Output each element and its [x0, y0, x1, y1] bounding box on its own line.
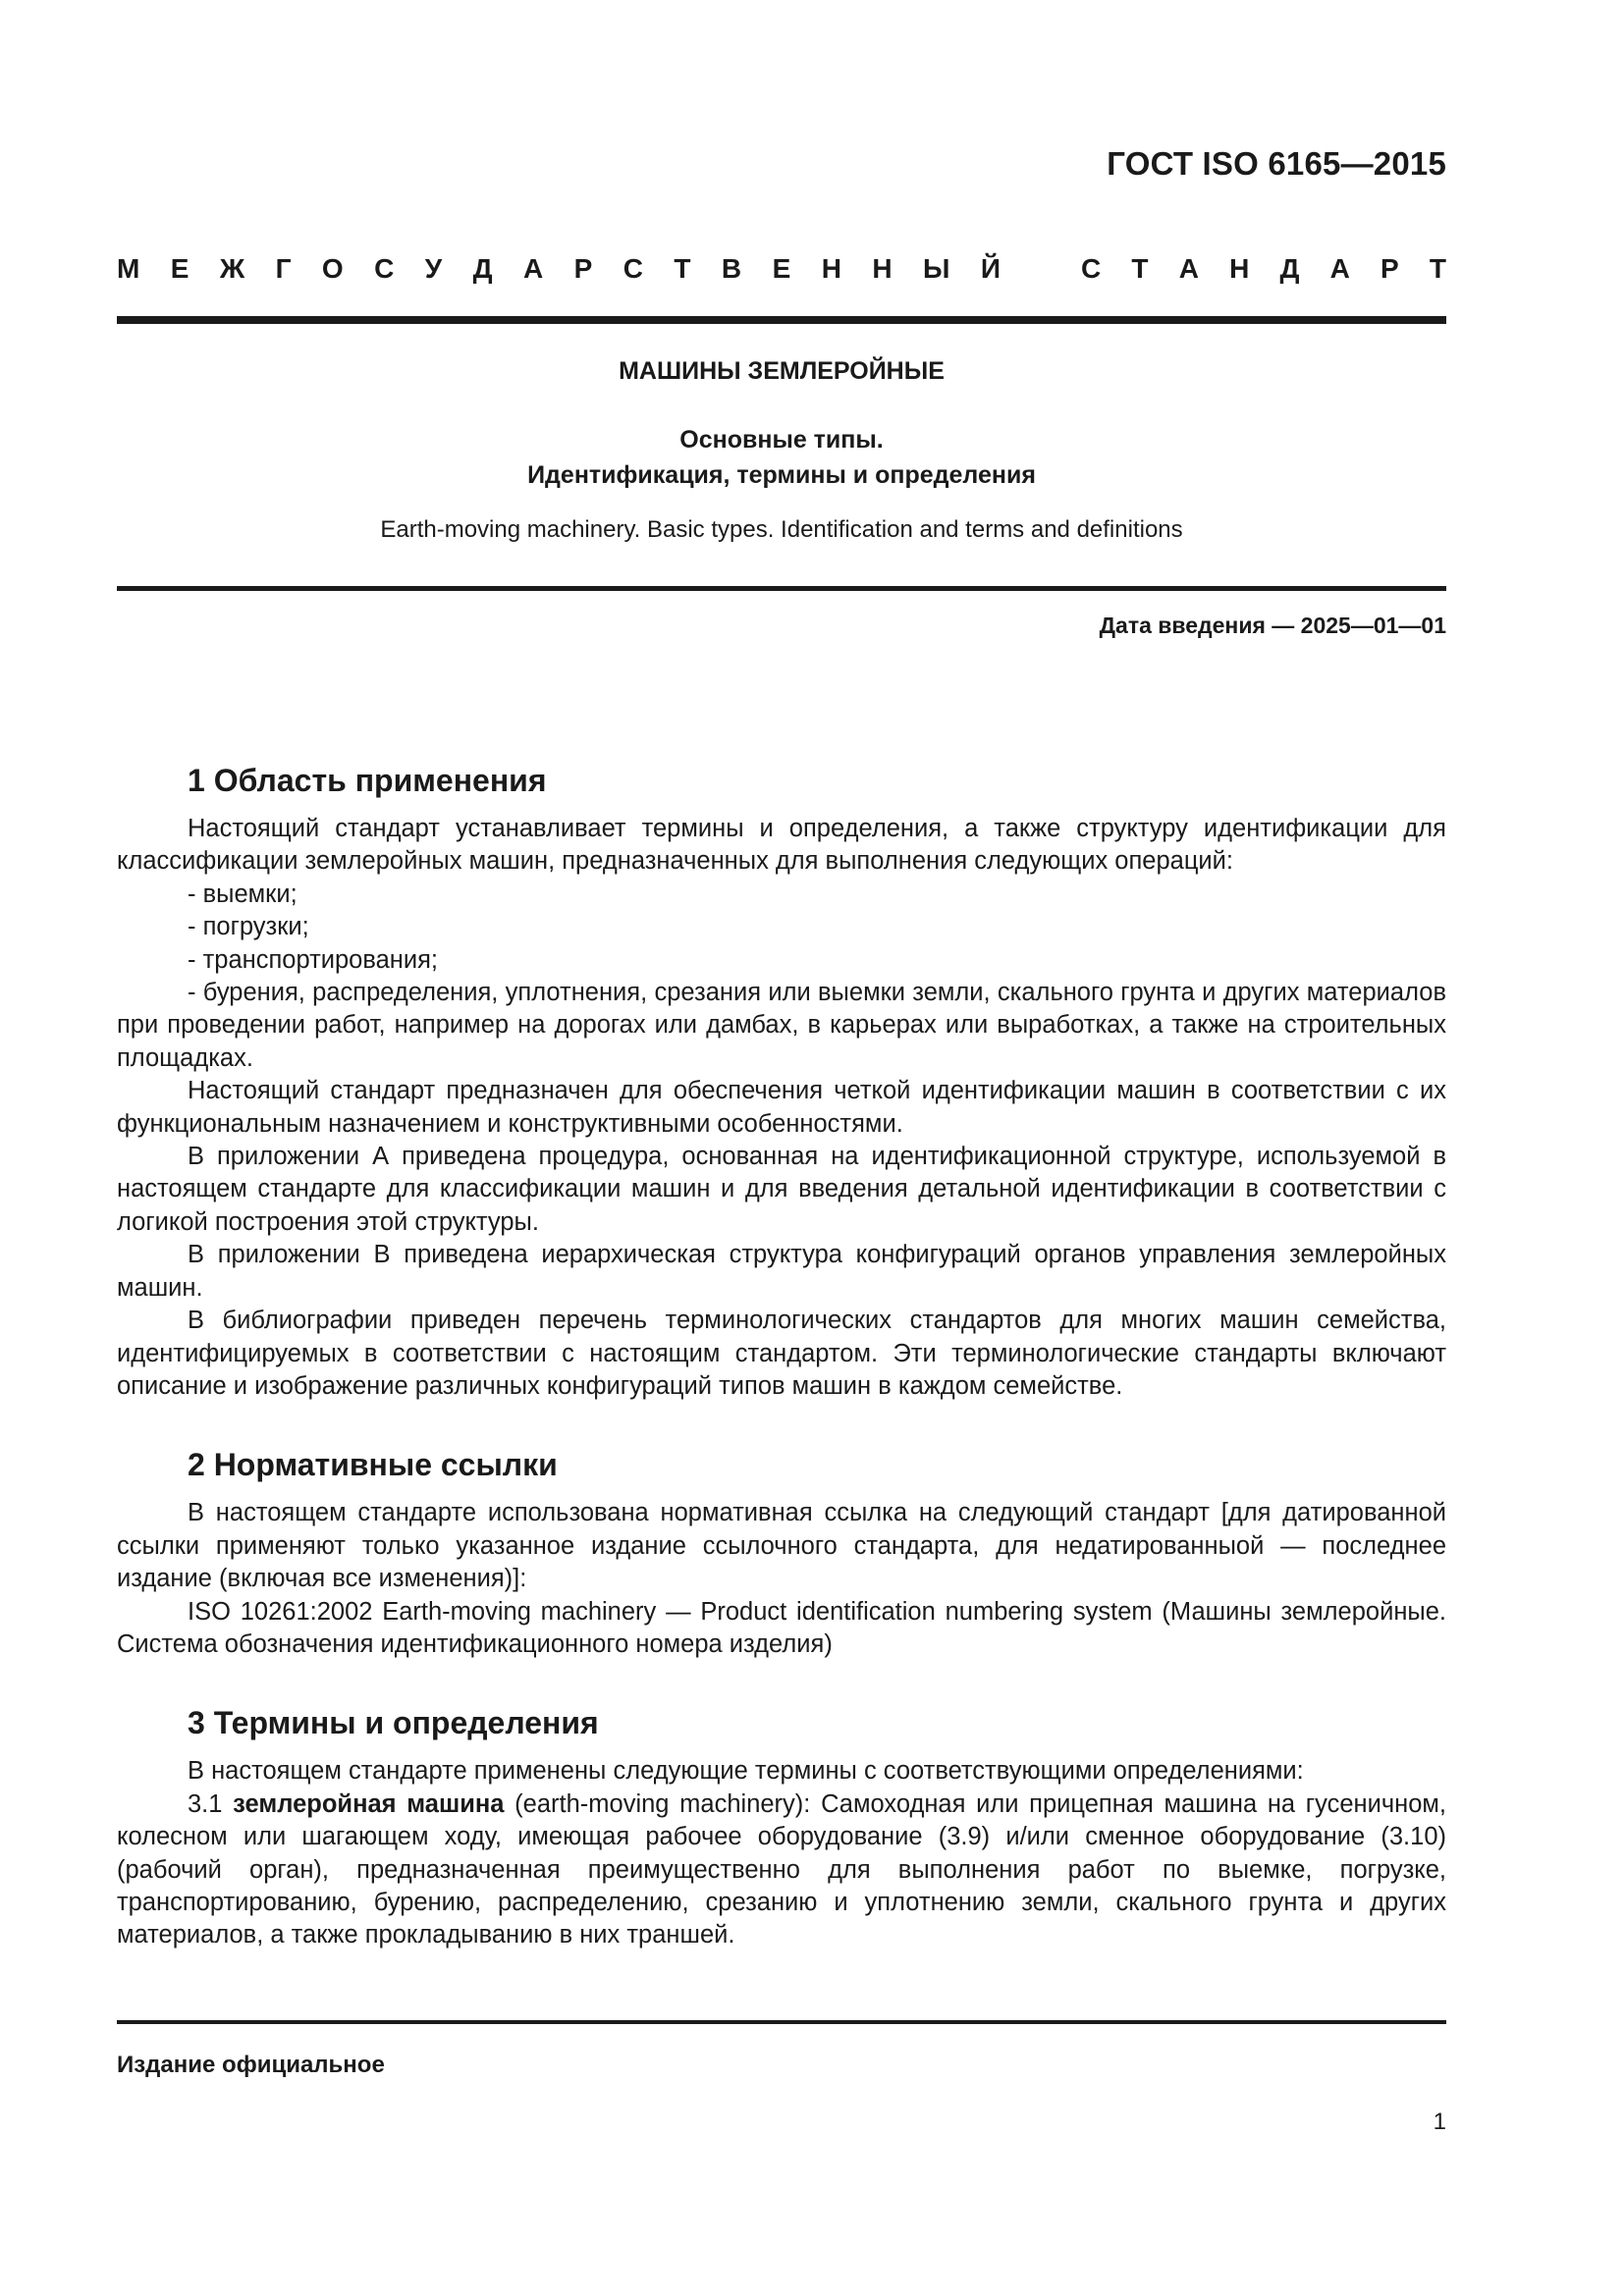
term-definition — [117, 1789, 1446, 1952]
paragraph: Настоящий стандарт предназначен для обеспечения четкой идентификации машин в соответствии с их функциональным назначением и конструктивными особенностями. — [117, 1077, 1446, 1138]
list-item: - погрузки; — [188, 913, 309, 941]
header-divider — [117, 316, 1446, 324]
document-code: ГОСТ ISO 6165—2015 — [1107, 145, 1446, 182]
paragraph: Настоящий стандарт устанавливает термины и определения, а также структуру идентификации для классификации землеройных машин, предназначенных для выполнения следующих операций: — [117, 815, 1446, 876]
list-item: - бурения, распределения, уплотнения, срезания или выемки земли, скального грунта и других материалов при проведении работ, например на дорогах или дамбах, в карьерах или выработках, а также на строительных площадках. — [117, 979, 1446, 1072]
document-subtitle: Основные типы. Идентификация, термины и определения — [527, 426, 1036, 489]
paragraph: В библиографии приведен перечень терминологических стандартов для многих машин семейства, идентифицируемых в соответствии с настоящим стандартом. Эти терминологические стандарты включают описание и изображение различных конфигураций типов машин в каждом семействе. — [117, 1307, 1446, 1400]
document-title: МАШИНЫ ЗЕМЛЕРОЙНЫЕ — [619, 357, 945, 385]
term-definition-text: (earth-moving machinery): Самоходная или прицепная машина на гусеничном, колесном или шагающем ходу, имеющая рабочее оборудование (3.9) и/или сменное оборудование (3.10) (рабочий орган), предназначенная преимущественно для выполнения работ по выемке, погрузке, транспортированию, бурению, распределению, срезанию и уплотнению земли, скального грунта и других материалов, а также прокладыванию в них траншей. — [117, 1789, 1446, 1949]
paragraph: ISO 10261:2002 Earth-moving machinery — Product identification numbering system (Машины землеройные. Система обозначения идентификационного номера изделия) — [117, 1597, 1446, 1658]
footer-divider — [117, 2020, 1446, 2024]
interstate-word: М Е Ж Г О С У Д А Р С Т В Е Н Н Ы Й — [117, 253, 1001, 284]
document-body — [117, 756, 1446, 1952]
paragraph: В настоящем стандарте использована нормативная ссылка на следующий стандарт [для датированной ссылки применяют только указанное издание ссылочного стандарта, для недатированныой — последнее издание (включая все изменения)]: — [117, 1499, 1446, 1593]
paragraph: В приложении А приведена процедура, основанная на идентификационной структуре, используемой в настоящем стандарте для классификации машин и для введения детальной идентификации в соответствии с логикой построения этой структуры. — [117, 1143, 1446, 1236]
standard-word: С Т А Н Д А Р Т — [1081, 253, 1446, 284]
term-name: землеройная машина — [233, 1789, 505, 1818]
title-divider — [117, 586, 1446, 591]
term-number: 3.1 — [188, 1789, 223, 1818]
section-heading: 3 Термины и определения — [188, 1705, 599, 1741]
list-item: - выемки; — [188, 880, 298, 908]
paragraph: В приложении В приведена иерархическая структура конфигураций органов управления землеройных машин. — [117, 1241, 1446, 1302]
english-title: Earth-moving machinery. Basic types. Identification and terms and definitions — [380, 516, 1183, 543]
section-heading: 2 Нормативные ссылки — [188, 1447, 558, 1483]
paragraph: В настоящем стандарте применены следующие термины с соответствующими определениями: — [188, 1757, 1304, 1786]
introduction-date: Дата введения — 2025—01—01 — [1099, 613, 1446, 638]
list-item: - транспортирования; — [188, 945, 439, 974]
official-edition-label: Издание официальное — [117, 2052, 385, 2078]
section-heading: 1 Область применения — [188, 763, 547, 798]
page-number: 1 — [1433, 2109, 1446, 2135]
interstate-standard-banner — [117, 253, 1446, 285]
